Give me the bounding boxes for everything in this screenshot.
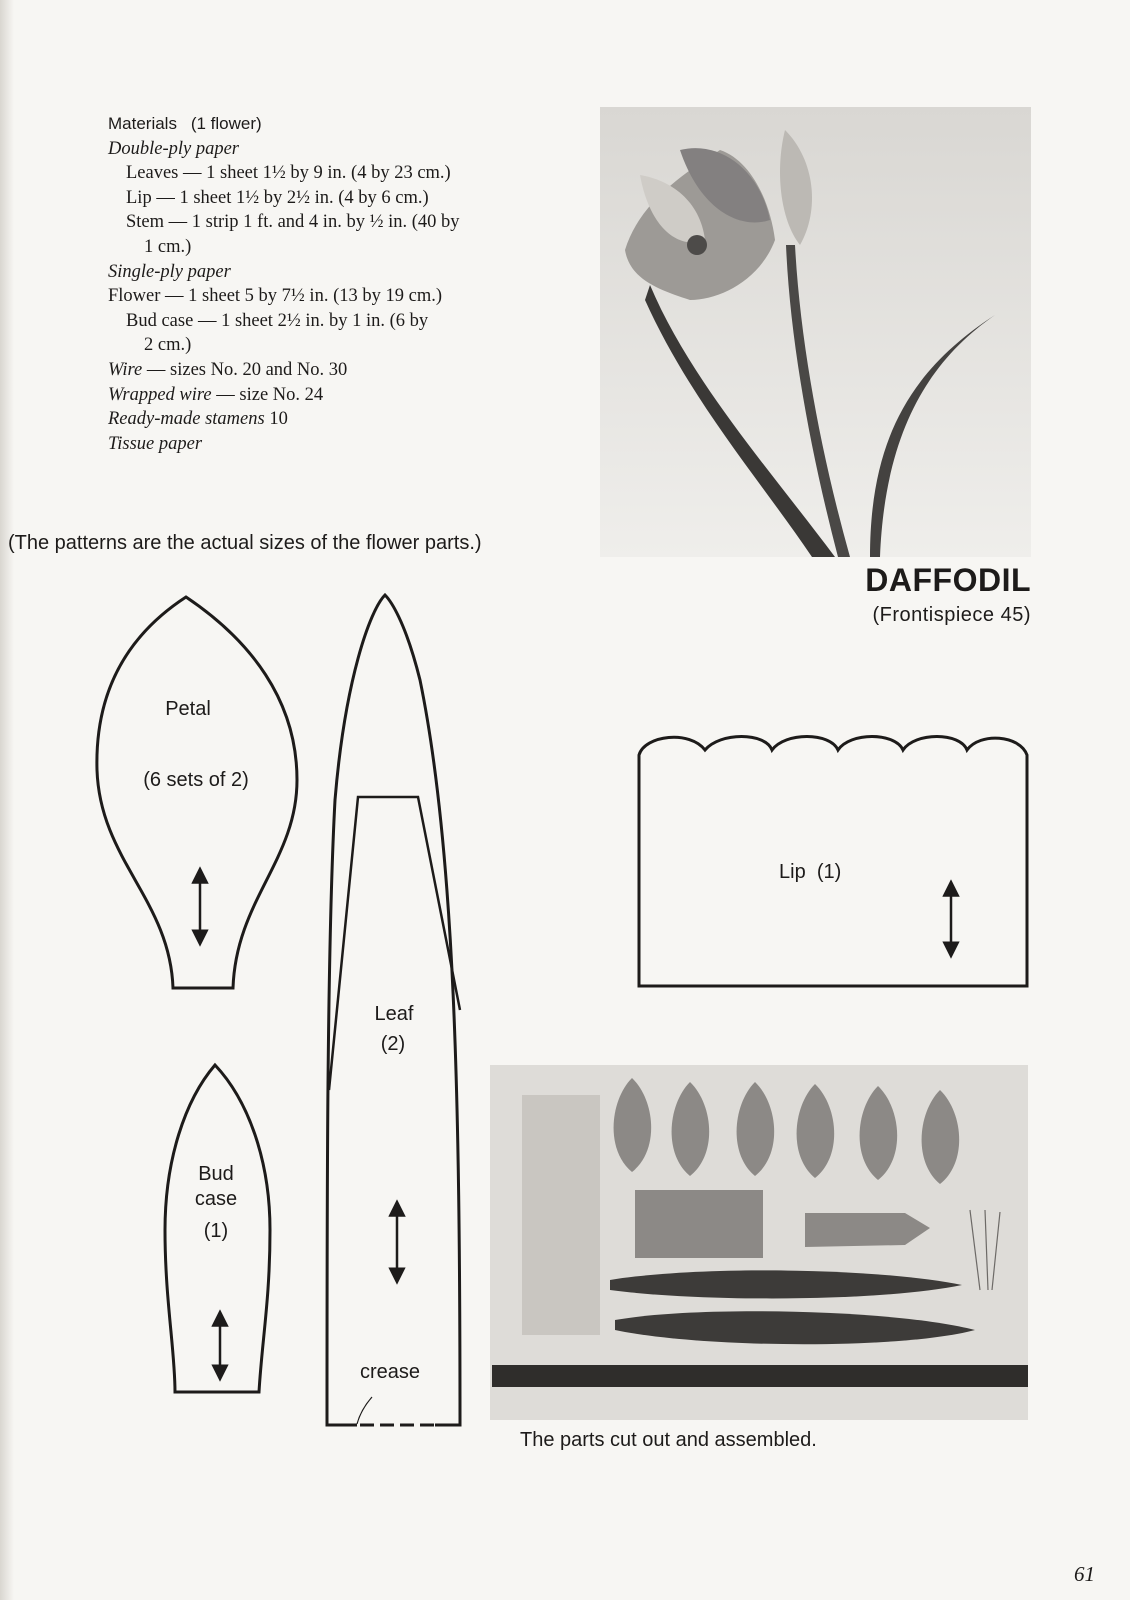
material-line: Flower — 1 sheet 5 by 7½ in. (13 by 19 cm.)	[108, 286, 442, 307]
leaf-count: (2)	[380, 1033, 406, 1055]
material-line: Lip — 1 sheet 1½ by 2½ in. (4 by 6 cm.)	[126, 187, 429, 208]
leaf-label: Leaf	[374, 1003, 414, 1025]
petal-pattern	[97, 597, 297, 988]
material-line: Single-ply paper	[108, 261, 231, 282]
bud-label: Bud	[198, 1163, 234, 1185]
material-line: Wire — sizes No. 20 and No. 30	[108, 359, 348, 380]
material-line: Bud case — 1 sheet 2½ in. by 1 in. (6 by	[126, 310, 429, 331]
parts-photo	[490, 1065, 1028, 1420]
page-title: DAFFODIL	[865, 562, 1031, 598]
crease-label: crease	[359, 1361, 421, 1383]
material-line: Ready-made stamens 10	[108, 409, 288, 430]
petal-count: (6 sets of 2)	[143, 769, 249, 791]
page-subtitle: (Frontispiece 45)	[872, 604, 1031, 626]
material-line: Stem — 1 strip 1 ft. and 4 in. by ½ in. (40 by	[126, 212, 460, 233]
material-line: 1 cm.)	[144, 236, 192, 257]
material-line: 2 cm.)	[144, 335, 192, 356]
bud-label-case: case	[194, 1188, 238, 1210]
lip-label: Lip (1)	[779, 861, 842, 883]
bud-count: (1)	[203, 1220, 229, 1242]
page-number: 61	[1074, 1562, 1095, 1586]
patterns-note: (The patterns are the actual sizes of the flower parts.)	[8, 532, 482, 554]
photo-caption: The parts cut out and assembled.	[520, 1429, 817, 1451]
material-line: Double-ply paper	[108, 138, 240, 159]
daffodil-photo	[600, 107, 1031, 557]
materials-heading: Materials (1 flower)	[108, 114, 262, 133]
petal-label: Petal	[165, 698, 211, 720]
material-line: Wrapped wire — size No. 24	[108, 384, 324, 405]
material-line: Leaves — 1 sheet 1½ by 9 in. (4 by 23 cm.)	[126, 163, 451, 184]
material-line: Tissue paper	[108, 433, 203, 454]
